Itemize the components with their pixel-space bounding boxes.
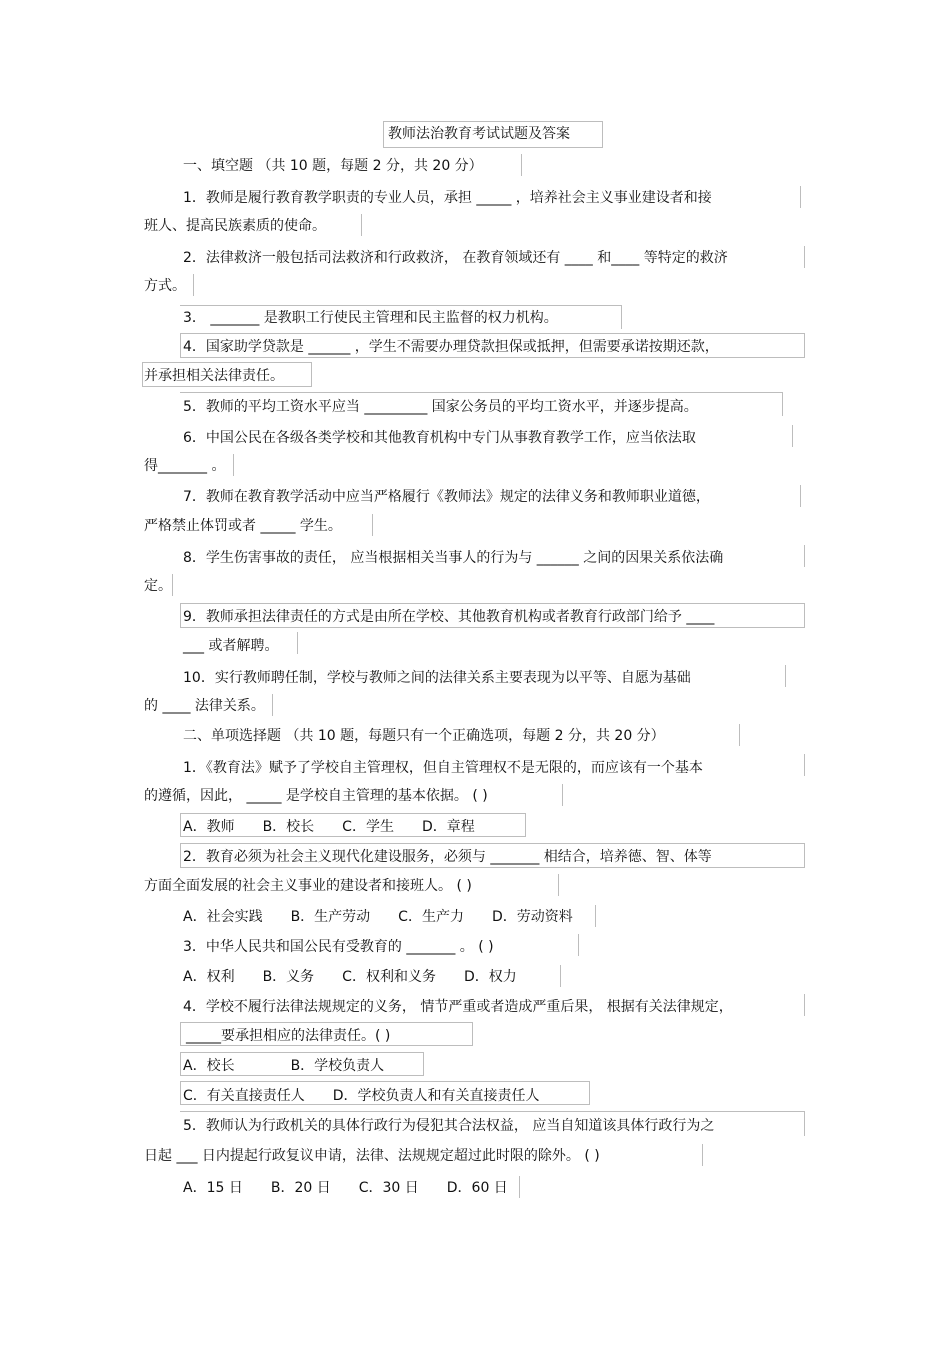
line-marker (785, 665, 786, 687)
s2-q4-line2: _____要承担相应的法律责任。( ) (186, 1028, 391, 1044)
s2-q2-line2: 方面全面发展的社会主义事业的建设者和接班人。 ( ) (144, 878, 472, 894)
s1-q8-line2: 定。 (144, 578, 172, 594)
s1-q4-line1: 4．国家助学贷款是 ______ ，学生不需要办理贷款担保或抵押，但需要承诺按期还款， (183, 339, 719, 355)
page-title: 教师法治教育考试试题及答案 (388, 126, 570, 142)
s1-q4-line2: 并承担相关法律责任。 (144, 368, 284, 384)
s2-q4-options-1: A．校长 B．学校负责人 (183, 1058, 385, 1074)
s1-q6-line1: 6．中国公民在各级各类学校和其他教育机构中专门从事教育教学工作，应当依法取 (183, 430, 696, 446)
s1-q1-line2: 班人、提高民族素质的使命。 (144, 218, 326, 234)
s2-q5-line2: 日起 ___ 日内提起行政复议申请，法律、法规规定超过此时限的除外。 ( ) (144, 1148, 600, 1164)
line-marker (804, 545, 805, 567)
s1-q10-line1: 10．实行教师聘任制，学校与教师之间的法律关系主要表现为以平等、自愿为基础 (183, 670, 691, 686)
s2-q4-line1: 4．学校不履行法律法规规定的义务， 情节严重或者造成严重后果， 根据有关法律规定， (183, 999, 733, 1015)
line-marker (372, 514, 373, 536)
s1-q7-line1: 7．教师在教育教学活动中应当严格履行《教师法》规定的法律义务和教师职业道德， (183, 489, 710, 505)
s2-q1-line2: 的遵循，因此， _____ 是学校自主管理的基本依据。 ( ) (144, 788, 488, 804)
s1-q7-line2: 严格禁止体罚或者 _____ 学生。 (144, 518, 342, 534)
s2-q1-options: A．教师 B．校长 C．学生 D．章程 (183, 819, 475, 835)
s2-q3-options: A．权利 B．义务 C．权利和义务 D．权力 (183, 969, 517, 985)
line-marker (792, 425, 793, 447)
section-1-header: 一、填空题 （共 10 题，每题 2 分，共 20 分） (183, 158, 483, 174)
s1-q2-line1: 2．法律救济一般包括司法救济和行政救济， 在教育领域还有 ____ 和____ 等特定的救济 (183, 250, 728, 266)
line-marker (521, 154, 522, 176)
s1-q3-line1: 3． _______ 是教职工行使民主管理和民主监督的权力机构。 (183, 310, 558, 326)
s1-q1-line1: 1．教师是履行教育教学职责的专业人员，承担 _____ ，培养社会主义事业建设者和接 (183, 190, 712, 206)
line-marker (272, 694, 273, 716)
line-marker (800, 186, 801, 208)
s2-q2-options: A．社会实践 B．生产劳动 C．生产力 D．劳动资料 (183, 909, 573, 925)
line-marker (578, 934, 579, 956)
line-marker (804, 754, 805, 776)
section-2-header: 二、单项选择题 （共 10 题，每题只有一个正确选项，每题 2 分，共 20 分） (183, 728, 665, 744)
line-marker (558, 874, 559, 896)
line-marker (739, 724, 740, 746)
s1-q5-line1: 5．教师的平均工资水平应当 _________ 国家公务员的平均工资水平，并逐步提高。 (183, 399, 698, 415)
line-marker (233, 454, 234, 476)
line-marker (519, 1176, 520, 1198)
line-marker (361, 214, 362, 236)
s1-q2-line2: 方式。 (144, 278, 186, 294)
line-marker (193, 274, 194, 296)
s1-q9-line1: 9．教师承担法律责任的方式是由所在学校、其他教育机构或者教育行政部门给予 ____ (183, 609, 715, 625)
line-marker (702, 1144, 703, 1166)
line-marker (297, 632, 298, 654)
line-marker (172, 574, 173, 596)
s1-q9-line2: ___ 或者解聘。 (183, 638, 279, 654)
s2-q2-line1: 2．教育必须为社会主义现代化建设服务，必须与 _______ 相结合，培养德、智、体等 (183, 849, 712, 865)
line-marker (595, 905, 596, 927)
s2-q3-line1: 3．中华人民共和国公民有受教育的 _______ 。 ( ) (183, 939, 494, 955)
line-marker (562, 784, 563, 806)
line-marker (800, 485, 801, 507)
line-marker (804, 246, 805, 268)
s2-q5-options: A．15 日 B．20 日 C．30 日 D．60 日 (183, 1180, 508, 1196)
s2-q1-line1: 1．《教育法》赋予了学校自主管理权，但自主管理权不是无限的，而应该有一个基本 (183, 760, 703, 776)
line-marker (804, 994, 805, 1016)
s2-q5-line1: 5．教师认为行政机关的具体行政行为侵犯其合法权益， 应当自知道该具体行政行为之 (183, 1118, 715, 1134)
s2-q4-options-2: C．有关直接责任人 D．学校负责人和有关直接责任人 (183, 1088, 540, 1104)
s1-q8-line1: 8．学生伤害事故的责任， 应当根据相关当事人的行为与 ______ 之间的因果关系依法确 (183, 550, 724, 566)
s1-q6-line2: 得_______ 。 (144, 458, 226, 474)
line-marker (560, 965, 561, 987)
line-box (180, 305, 622, 329)
s1-q10-line2: 的 ____ 法律关系。 (144, 698, 265, 714)
